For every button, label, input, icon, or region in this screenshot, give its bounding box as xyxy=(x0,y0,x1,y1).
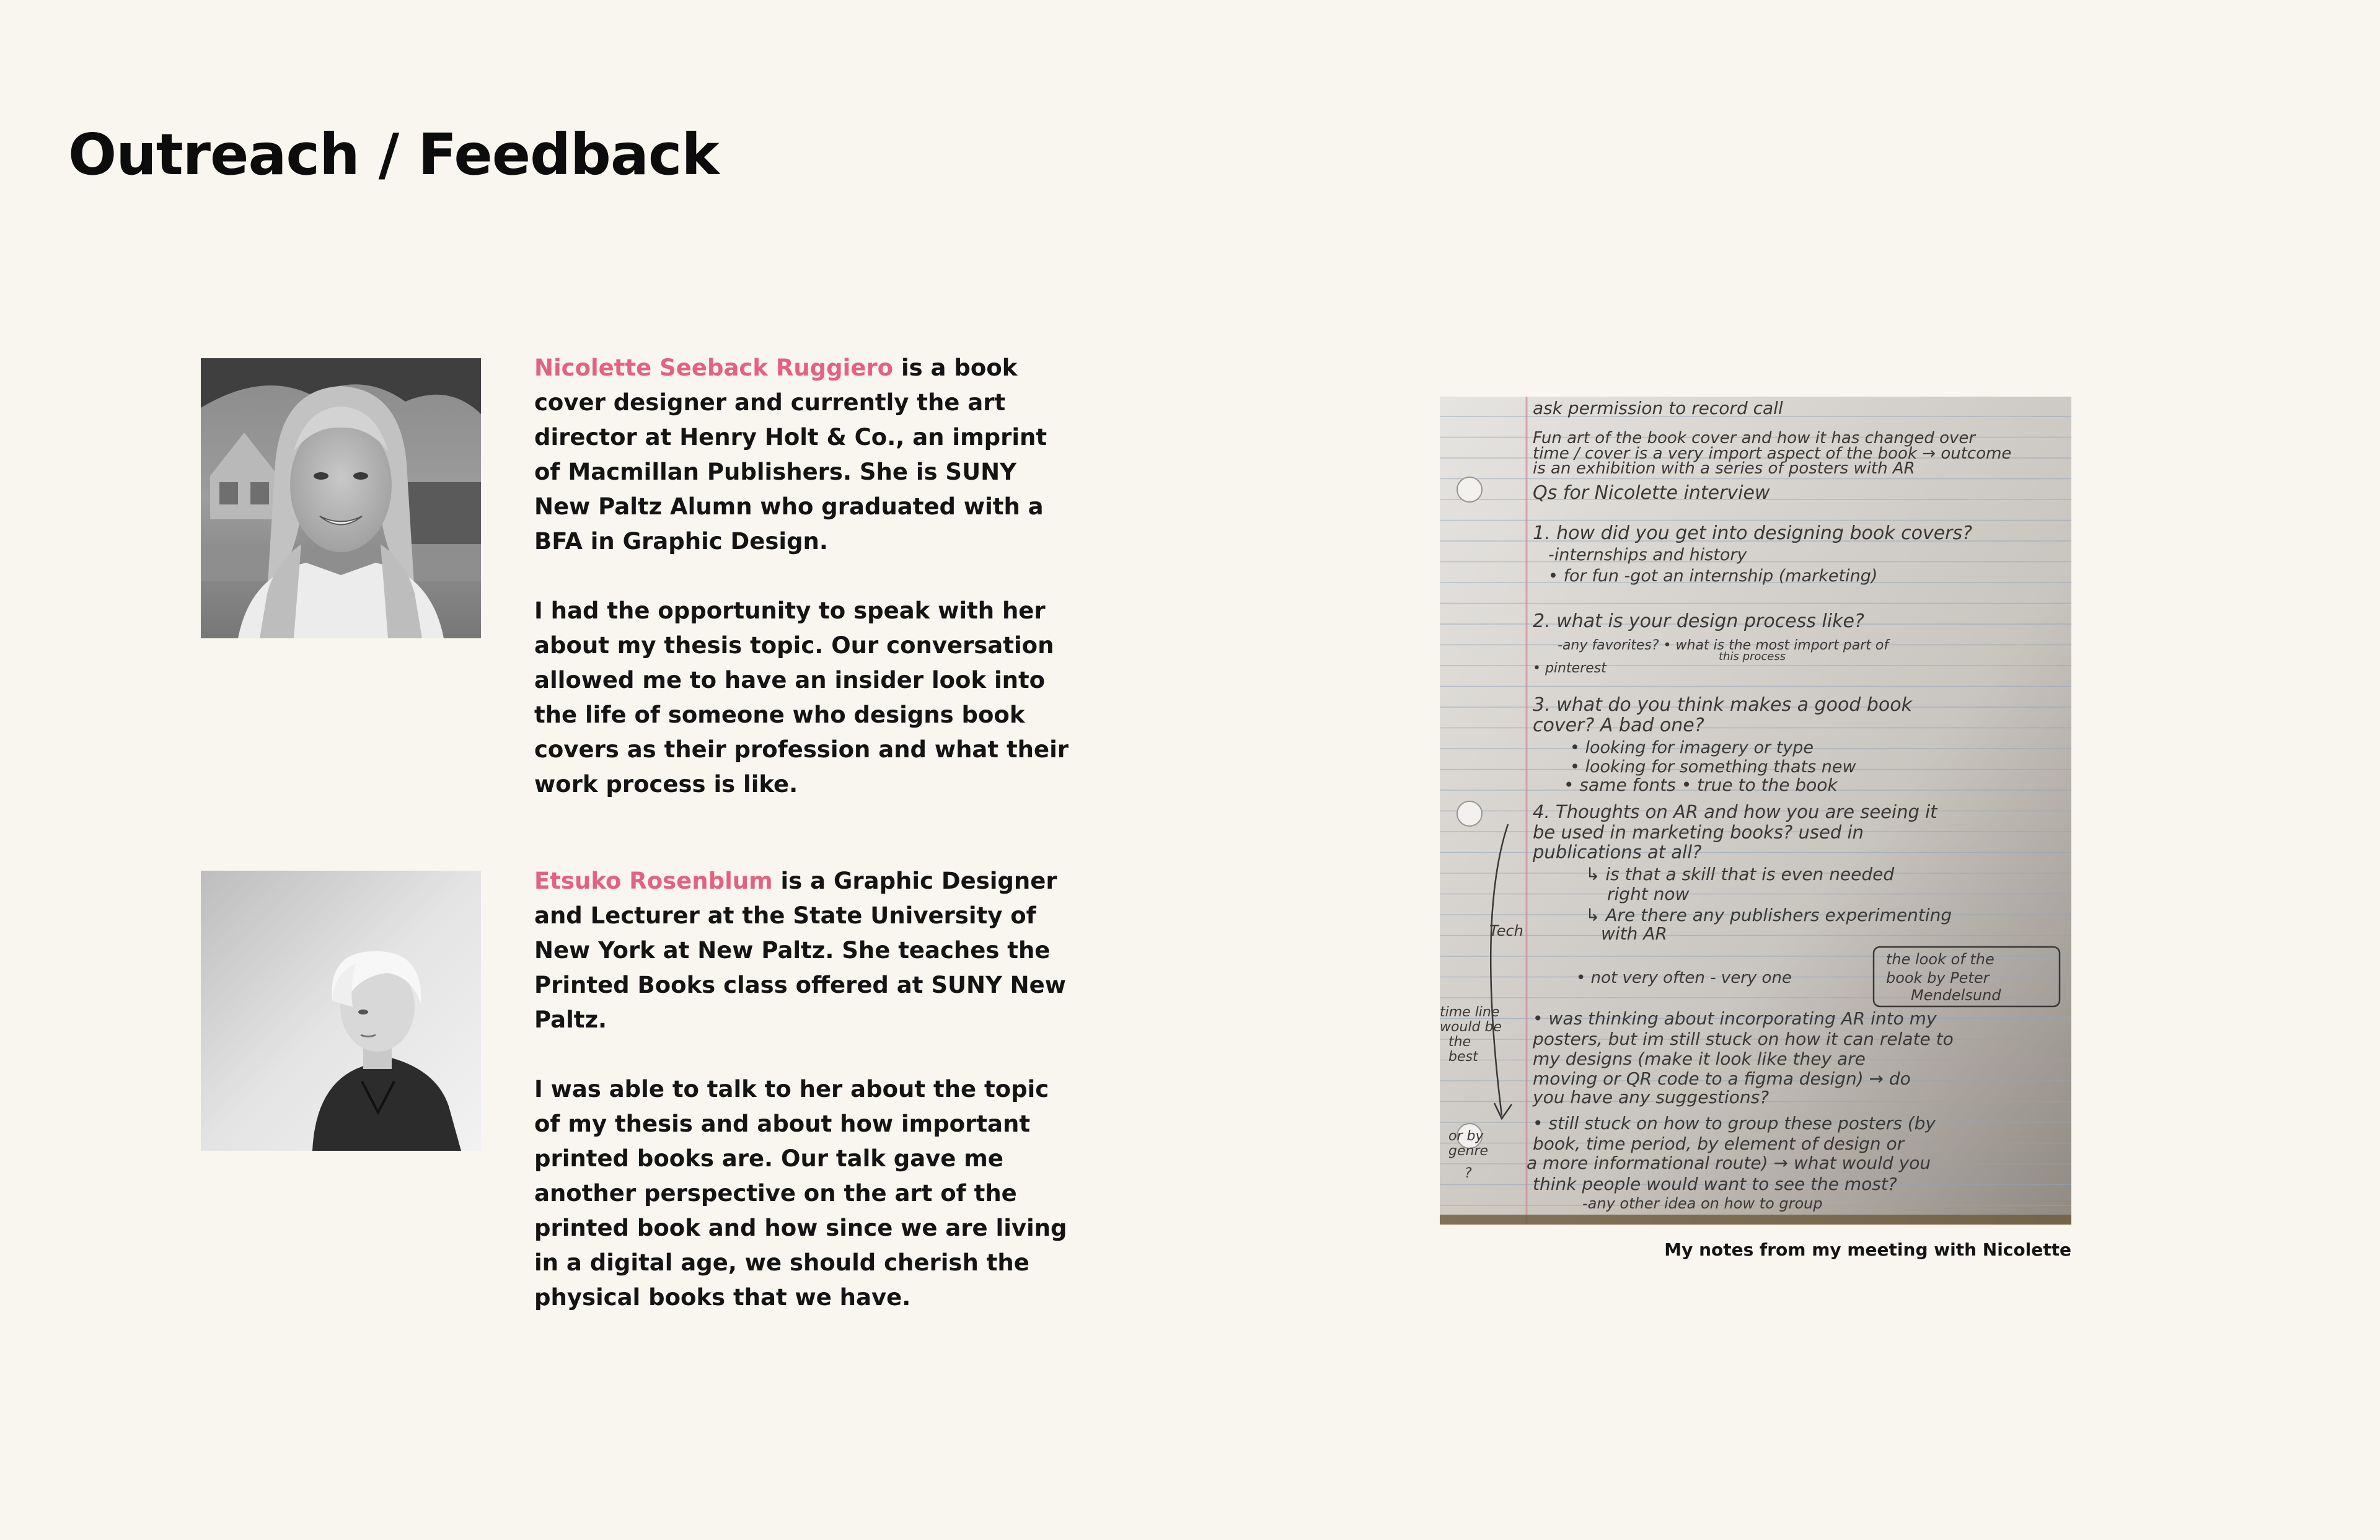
handwritten-line: ? xyxy=(1465,1166,1472,1181)
bio-etsuko xyxy=(534,864,1080,1315)
handwritten-line: 2. what is your design process like? xyxy=(1533,610,1864,632)
profile-photo-nicolette xyxy=(201,358,481,638)
handwritten-line: Mendelsund xyxy=(1911,987,2001,1004)
handwritten-line: you have any suggestions? xyxy=(1533,1087,1770,1107)
bio-intro-text: is a book cover designer and currently the art director at Henry Holt & Co., an imprint of Macmillan Publishers. She is SUNY New Paltz Alumn who graduated with a BFA in Graphic Design. xyxy=(534,354,1047,555)
handwritten-line: or by xyxy=(1448,1129,1484,1144)
handwritten-line: • was thinking about incorporating AR into my xyxy=(1533,1008,1937,1029)
handwritten-line: ↳ Are there any publishers experimenting xyxy=(1585,905,1952,925)
person-name: Etsuko Rosenblum xyxy=(534,868,773,894)
handwritten-line: the look of the xyxy=(1886,951,1994,968)
handwritten-line: time / cover is a very import aspect of the book → outcome xyxy=(1533,444,2012,463)
handwritten-line: publications at all? xyxy=(1533,842,1702,863)
handwritten-line: • looking for something thats new xyxy=(1570,757,1856,777)
handwritten-line: time line xyxy=(1440,1005,1500,1020)
handwritten-line: • for fun -got an internship (marketing) xyxy=(1548,566,1878,586)
page-title: Outreach / Feedback xyxy=(68,121,719,188)
handwritten-line: • pinterest xyxy=(1533,661,1606,676)
notebook-page-image xyxy=(1440,397,2071,1225)
bio-nicolette xyxy=(534,351,1080,802)
handwritten-line: be used in marketing books? used in xyxy=(1533,822,1864,843)
handwritten-line: 1. how did you get into designing book covers? xyxy=(1533,522,1973,544)
handwritten-line: • looking for imagery or type xyxy=(1570,738,1814,757)
bio-detail-paragraph: I had the opportunity to speak with her about my thesis topic. Our conversation allowed me to have an insider look into the life of someone who designs book covers as their profession and what their work process is like. xyxy=(534,597,1069,798)
notes-caption: My notes from my meeting with Nicolette xyxy=(1664,1239,2071,1260)
handwritten-line: • still stuck on how to group these posters (by xyxy=(1533,1113,1936,1133)
handwritten-line: cover? A bad one? xyxy=(1533,715,1704,736)
handwritten-line: the xyxy=(1448,1034,1471,1050)
handwritten-line: -any other idea on how to group xyxy=(1582,1195,1823,1212)
handwritten-line: right now xyxy=(1607,884,1690,904)
handwritten-notes-photo xyxy=(1440,397,2071,1225)
handwritten-line: is an exhibition with a series of posters with AR xyxy=(1533,459,1915,478)
handwritten-line: book by Peter xyxy=(1886,969,1990,987)
handwritten-line: Qs for Nicolette interview xyxy=(1533,482,1770,504)
handwritten-line: this process xyxy=(1719,650,1786,663)
handwritten-line: would be xyxy=(1440,1019,1502,1035)
handwritten-line: moving or QR code to a figma design) → do xyxy=(1533,1068,1911,1089)
handwritten-line: book, time period, by element of design or xyxy=(1533,1133,1905,1154)
handwritten-line: posters, but im still stuck on how it can relate to xyxy=(1533,1029,1954,1049)
bio-intro-text: is a Graphic Designer and Lecturer at the State University of New York at New Paltz. She teaches the Printed Books class offered at SUNY New Paltz. xyxy=(534,868,1066,1033)
handwritten-line: -any favorites? • what is the most import part of xyxy=(1558,638,1889,653)
portrait-etsuko-image xyxy=(201,871,481,1151)
portrait-nicolette-image xyxy=(201,358,481,638)
handwritten-line: think people would want to see the most? xyxy=(1533,1174,1897,1194)
handwritten-line: 3. what do you think makes a good book xyxy=(1533,694,1912,716)
handwritten-line: ask permission to record call xyxy=(1533,398,1783,418)
handwritten-line: ↳ is that a skill that is even needed xyxy=(1585,864,1895,884)
bio-intro-paragraph xyxy=(534,351,1080,559)
handwritten-line: 4. Thoughts on AR and how you are seeing it xyxy=(1533,801,1937,822)
handwritten-line: my designs (make it look like they are xyxy=(1533,1049,1866,1069)
profile-photo-etsuko xyxy=(201,871,481,1151)
handwritten-line: best xyxy=(1448,1049,1478,1065)
handwritten-line: Fun art of the book cover and how it has changed over xyxy=(1533,429,1976,447)
handwritten-line: • same fonts • true to the book xyxy=(1564,775,1838,795)
bio-intro-paragraph xyxy=(534,864,1080,1037)
handwritten-line: a more informational route) → what would you xyxy=(1527,1153,1931,1173)
handwritten-line: genre xyxy=(1448,1143,1489,1159)
handwritten-line: • not very often - very one xyxy=(1576,969,1792,987)
person-name: Nicolette Seeback Ruggiero xyxy=(534,354,894,381)
handwritten-line: with AR xyxy=(1601,923,1667,944)
handwritten-line: -internships and history xyxy=(1548,545,1747,565)
handwritten-line: Tech xyxy=(1489,922,1523,939)
bio-detail-paragraph: I was able to talk to her about the topic of my thesis and about how important printed books are. Our talk gave me another perspective on the art of the printed book and how since we are living in a digital age, we should cherish the physical books that we have. xyxy=(534,1076,1067,1311)
